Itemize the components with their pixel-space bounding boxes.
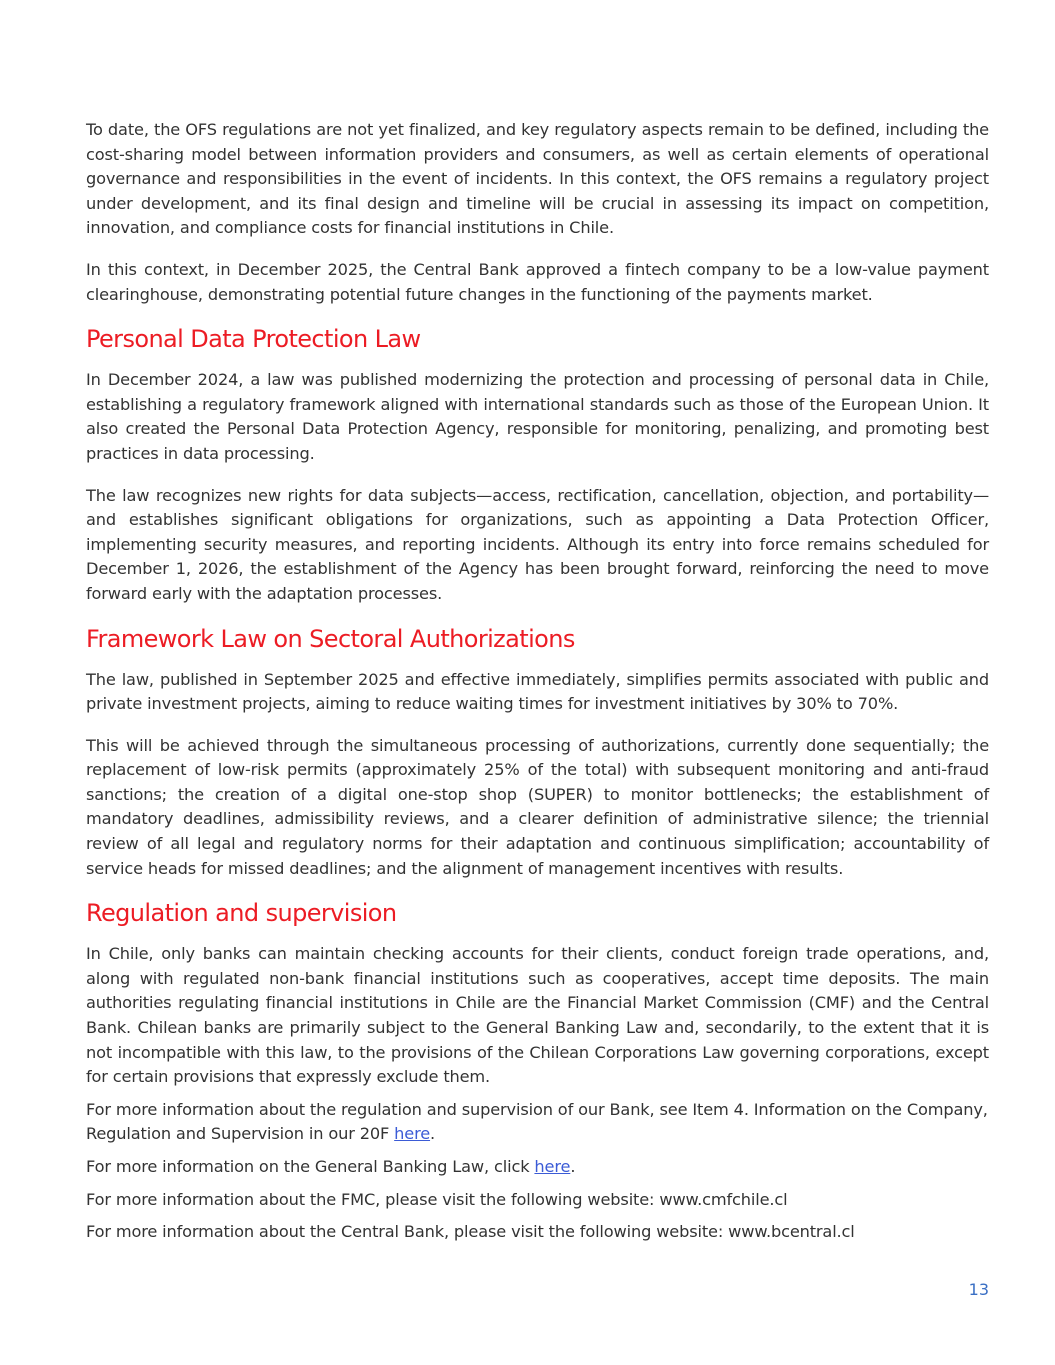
intro-paragraph-2: In this context, in December 2025, the Central Bank approved a fintech company to be a low-value payment clearinghouse, demonstrating potential future changes in the functioning of the payments market. bbox=[86, 259, 989, 304]
period: . bbox=[570, 1157, 576, 1176]
data-protection-paragraph-1: In December 2024, a law was published modernizing the protection and processing of personal data in Chile, establishing a regulatory framework aligned with international standards such as those of the European Union. It also created the Personal Data Protection Agency, responsible for monitoring, penalizing, and promoting best practices in data processing. bbox=[86, 370, 989, 463]
section-heading-sectoral-authorizations: Framework Law on Sectoral Authorizations bbox=[86, 624, 575, 653]
more-info-20f bbox=[86, 1098, 989, 1147]
sectoral-paragraph-2: This will be achieved through the simultaneous processing of authorizations, currently done sequentially; the replacement of low-risk permits (approximately 25% of the total) with subsequent monitoring and anti-fraud sanctions; the creation of a digital one-stop shop (SUPER) to monitor bottlenecks; the establishment of mandatory deadlines, admissibility reviews, and a clearer definition of administrative silence; the triennial review of all legal and regulatory norms for their adaptation and continuous simplification; accountability of service heads for missed deadlines; and the alignment of management incentives with results. bbox=[86, 735, 989, 878]
more-info-central-bank: For more information about the Central Bank, please visit the following website: www.bcentral.cl bbox=[86, 1222, 855, 1242]
document-page bbox=[86, 118, 989, 1253]
regulation-paragraph-1: In Chile, only banks can maintain checking accounts for their clients, conduct foreign trade operations, and, along with regulated non-bank financial institutions such as cooperatives, accept time deposits. The main authorities regulating financial institutions in Chile are the Financial Market Commission (CMF) and the Central Bank. Chilean banks are primarily subject to the General Banking Law and, secondarily, to the extent that it is not incompatible with this law, to the provisions of the Chilean Corporations Law governing corporations, except for certain provisions that expressly exclude them. bbox=[86, 944, 989, 1087]
intro-paragraph-1: To date, the OFS regulations are not yet finalized, and key regulatory aspects remain to be defined, including the cost-sharing model between information providers and consumers, as well as certain elements of operational governance and responsibilities in the event of incidents. In this context, the OFS remains a regulatory project under development, and its final design and timeline will be crucial in assessing its impact on competition, innovation, and compliance costs for financial institutions in Chile. bbox=[86, 120, 989, 238]
more-info-fmc: For more information about the FMC, please visit the following website: www.cmfchile.cl bbox=[86, 1189, 788, 1209]
more-info-banking-law bbox=[86, 1155, 989, 1180]
more-info-banking-law-text: For more information on the General Banking Law, click bbox=[86, 1157, 535, 1176]
more-info-20f-text: For more information about the regulation and supervision of our Bank, see Item 4. Information on the Company, Regulation and Supervision in our 20F bbox=[86, 1099, 988, 1144]
sectoral-paragraph-1: The law, published in September 2025 and effective immediately, simplifies permits associated with public and private investment projects, aiming to reduce waiting times for investment initiatives by 30% to 70%. bbox=[86, 669, 989, 714]
20f-here-link[interactable]: here bbox=[394, 1124, 431, 1144]
section-heading-regulation-supervision: Regulation and supervision bbox=[86, 899, 397, 928]
banking-law-here-link[interactable]: here bbox=[534, 1157, 571, 1176]
data-protection-paragraph-2: The law recognizes new rights for data subjects—access, rectification, cancellation, objection, and portability—and establishes significant obligations for organizations, such as appointing a Data Protection Officer, implementing security measures, and reporting incidents. Although its entry into force remains scheduled for December 1, 2026, the establishment of the Agency has been brought forward, reinforcing the need to move forward early with the adaptation processes. bbox=[86, 485, 989, 603]
period: . bbox=[430, 1124, 436, 1144]
section-heading-data-protection: Personal Data Protection Law bbox=[86, 325, 421, 354]
page-number: 13 bbox=[968, 1280, 989, 1299]
